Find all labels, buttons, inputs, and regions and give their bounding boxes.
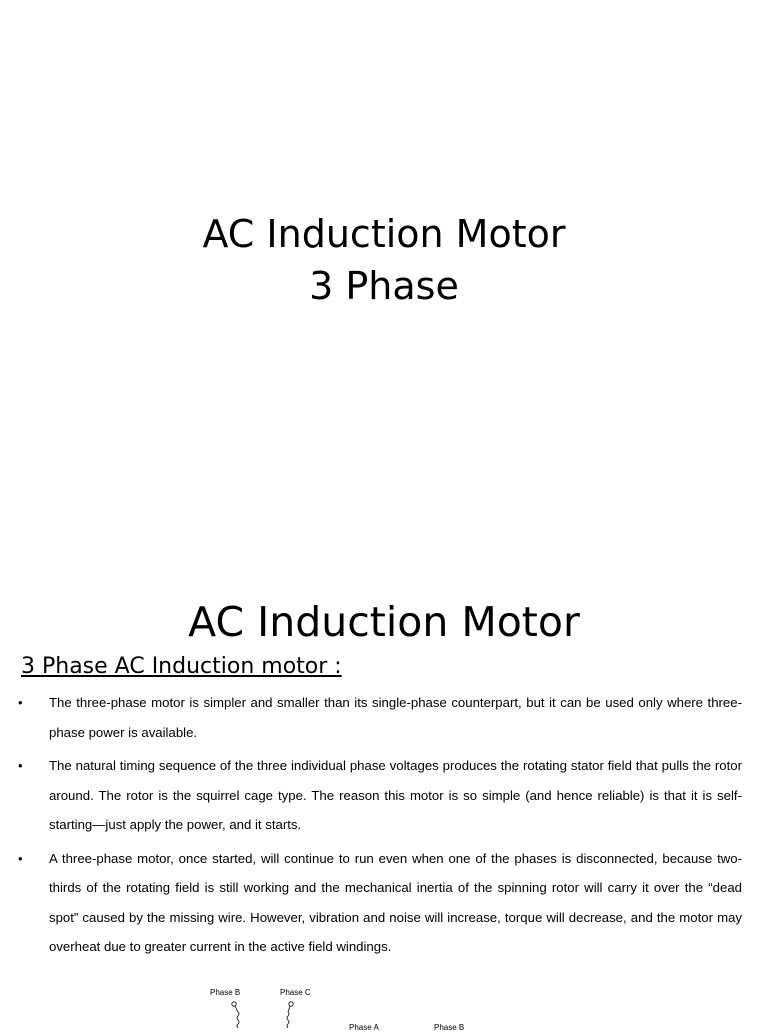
slide-heading: AC Induction Motor <box>188 598 580 646</box>
terminal-icon <box>289 1002 293 1006</box>
label-phase-a: Phase A <box>349 1023 379 1032</box>
bullet-dot-icon: • <box>18 850 23 866</box>
coil-winding-icon <box>235 1006 239 1028</box>
terminal-icon <box>232 1002 236 1006</box>
section-subtitle: 3 Phase AC Induction motor : <box>21 654 342 679</box>
label-phase-c: Phase C <box>280 988 311 997</box>
coil-winding-icon <box>287 1006 290 1028</box>
bullet-text: The natural timing sequence of the three individual phase voltages produces the rotating stator field that pulls the rotor around. The rotor is the squirrel cage type. The reason this motor is so simple (and hence reliable) is that it is self-starting—just apply the power, and it starts. <box>49 758 742 832</box>
phase-winding-diagram <box>200 982 500 1032</box>
bullet-dot-icon: • <box>18 758 23 773</box>
title-line-2: 3 Phase <box>309 264 459 308</box>
title-block <box>0 208 768 312</box>
bullet-list <box>18 688 742 966</box>
bullet-text: The three-phase motor is simpler and smaller than its single-phase counterpart, but it can be used only where three-phase power is available. <box>49 695 742 740</box>
bullet-text: A three-phase motor, once started, will continue to run even when one of the phases is disconnected, because two-thirds of the rotating field is still working and the mechanical inertia of the spinning rotor will carry it over the “dead spot” caused by the missing wire. However, vibration and noise will increase, torque will decrease, and the motor may overheat due to greater current in the active field windings. <box>49 850 742 954</box>
slide-content <box>0 576 768 1032</box>
title-line-1: AC Induction Motor <box>202 212 566 256</box>
label-phase-b-left: Phase B <box>210 988 241 997</box>
bullet-item <box>18 751 742 840</box>
bullet-item <box>18 688 742 747</box>
bullet-dot-icon: • <box>18 695 23 710</box>
label-phase-b-right: Phase B <box>434 1023 465 1032</box>
bullet-item <box>18 844 742 962</box>
